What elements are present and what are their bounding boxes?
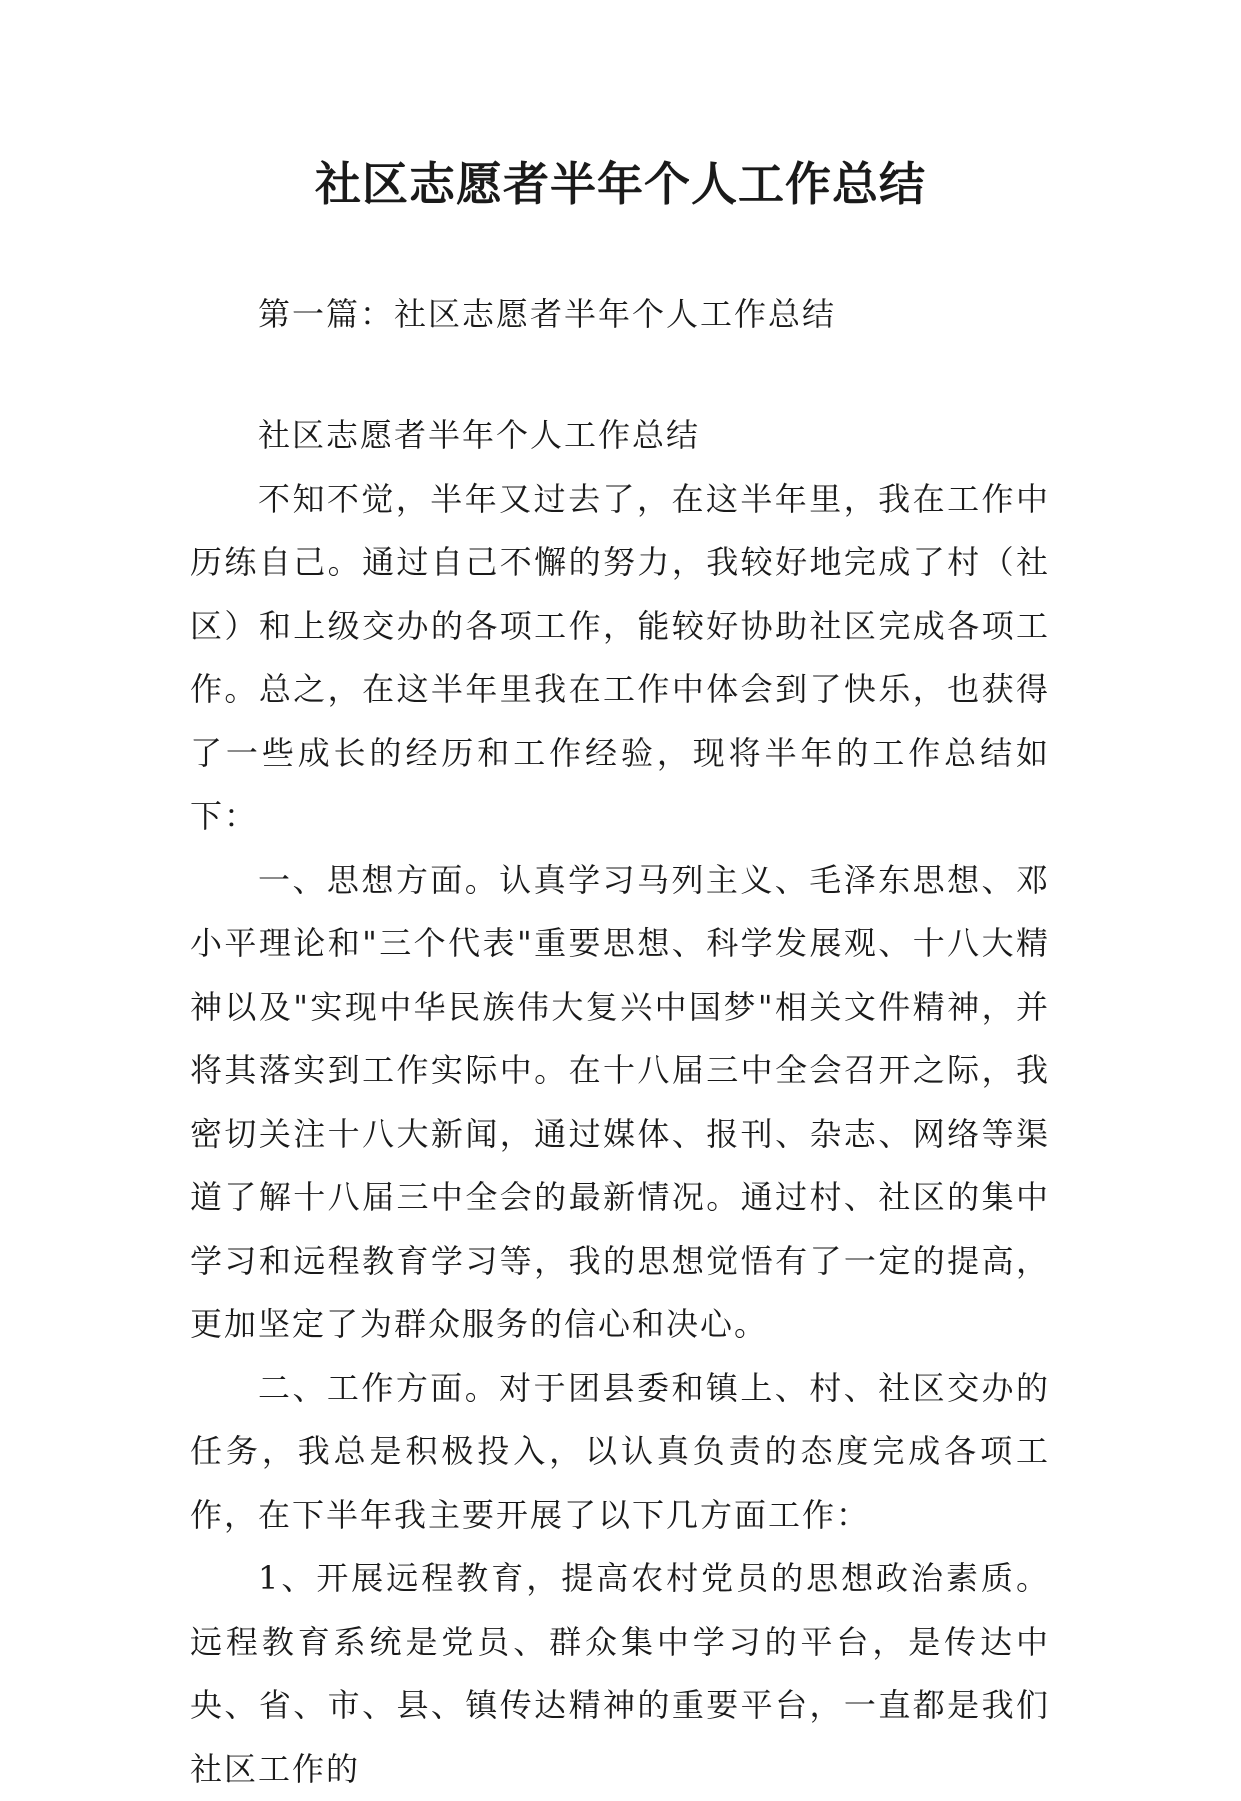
paragraph-thought: 一、思想方面。认真学习马列主义、毛泽东思想、邓小平理论和"三个代表"重要思想、科学发展观、十八大精神以及"实现中华民族伟大复兴中国梦"相关文件精神，并将其落实到工作实际中。在十八届三中全会召开之际，我密切关注十八大新闻，通过媒体、报刊、杂志、网络等渠道了解十八届三中全会的最新情况。通过村、社区的集中学习和远程教育学习等，我的思想觉悟有了一定的提高，更加坚定了为群众服务的信心和决心。 [190,860,1050,1343]
document-title: 社区志愿者半年个人工作总结 [315,157,926,211]
document-subtitle: 第一篇：社区志愿者半年个人工作总结 [258,295,837,333]
paragraph-remote-education: 1、开展远程教育，提高农村党员的思想政治素质。远程教育系统是党员、群众集中学习的平台，是传达中央、省、市、县、镇传达精神的重要平台，一直都是我们社区工作的 [190,1559,1050,1788]
document-body [190,404,1050,1801]
section-heading: 社区志愿者半年个人工作总结 [258,416,701,454]
paragraph-intro: 不知不觉，半年又过去了，在这半年里，我在工作中历练自己。通过自己不懈的努力，我较好地完成了村（社区）和上级交办的各项工作，能较好协助社区完成各项工作。总之，在这半年里我在工作中体会到了快乐，也获得了一些成长的经历和工作经验，现将半年的工作总结如下： [190,479,1050,835]
paragraph-work: 二、工作方面。对于团县委和镇上、村、社区交办的任务，我总是积极投入，以认真负责的态度完成各项工作，在下半年我主要开展了以下几方面工作： [190,1368,1050,1534]
